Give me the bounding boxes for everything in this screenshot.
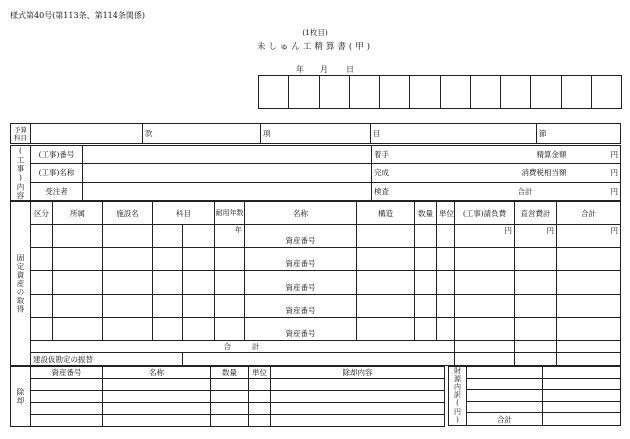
cell[interactable] [515, 294, 557, 317]
sum-label: 合 計 [31, 340, 455, 353]
cell[interactable] [357, 317, 415, 340]
cell[interactable] [271, 391, 445, 403]
asset-no-label: 資産番号 [245, 248, 357, 271]
cell[interactable] [215, 294, 245, 317]
cell[interactable] [249, 403, 271, 415]
removal-col-qty: 数量 [211, 367, 249, 379]
cell[interactable] [455, 294, 515, 317]
cell[interactable] [543, 401, 621, 413]
box-cell[interactable] [349, 76, 379, 109]
cell[interactable] [31, 379, 103, 391]
cell[interactable] [357, 294, 415, 317]
budget-cell[interactable] [31, 124, 143, 144]
sum-total[interactable] [557, 340, 621, 353]
yen-unit: 円 [515, 225, 557, 248]
cell[interactable] [103, 225, 153, 248]
col-qty: 数量 [415, 202, 437, 225]
yen-unit: 円 [569, 164, 621, 182]
yen-unit: 円 [557, 225, 621, 248]
col-shozoku: 所属 [53, 202, 103, 225]
col-total: 合計 [557, 202, 621, 225]
cell[interactable] [543, 378, 621, 390]
cell[interactable] [31, 248, 53, 271]
asset-no-label: 資産番号 [245, 317, 357, 340]
inspect-label: 検査 [372, 182, 482, 200]
cell[interactable] [31, 225, 53, 248]
cell[interactable] [357, 271, 415, 294]
funding-total-value[interactable] [543, 413, 621, 426]
cell[interactable] [53, 294, 103, 317]
budget-table [10, 123, 621, 144]
work-side-label: (工事)内容 [11, 146, 31, 201]
document-title: 未しゅん工精算書(甲) [256, 42, 374, 52]
cell[interactable] [455, 248, 515, 271]
cell[interactable] [211, 403, 249, 415]
number-boxes [258, 75, 622, 109]
removal-side-label: 除却 [11, 367, 31, 427]
cell[interactable] [249, 379, 271, 391]
fixed-asset-table [10, 201, 621, 366]
cell[interactable] [183, 294, 215, 317]
budget-side-label: 予算科目 [11, 124, 31, 144]
cell[interactable] [153, 294, 183, 317]
cell[interactable] [557, 317, 621, 340]
funding-side-label: 財源内訳(円) [449, 367, 467, 426]
cell[interactable] [103, 271, 153, 294]
cell[interactable] [183, 271, 215, 294]
work-name-value[interactable] [83, 164, 372, 182]
cell[interactable] [31, 317, 53, 340]
cell[interactable] [31, 294, 53, 317]
cell[interactable] [415, 225, 437, 248]
asset-no-label: 資産番号 [245, 294, 357, 317]
cell[interactable] [557, 271, 621, 294]
cell[interactable] [437, 225, 455, 248]
sum-contract[interactable] [455, 340, 515, 353]
cell[interactable] [153, 271, 183, 294]
cell[interactable] [183, 317, 215, 340]
cell[interactable] [455, 353, 515, 366]
removal-col-name: 名称 [103, 367, 211, 379]
funding-table [448, 366, 621, 426]
removal-table [10, 366, 445, 427]
cell[interactable] [543, 390, 621, 402]
cell[interactable] [557, 353, 621, 366]
transfer-label: 建設仮勘定の振替 [31, 353, 183, 366]
cell[interactable] [153, 248, 183, 271]
cell[interactable] [53, 248, 103, 271]
col-life: 耐用年数 [215, 202, 245, 225]
cell[interactable] [249, 415, 271, 427]
cell[interactable] [415, 271, 437, 294]
fixed-side-label: 固定資産の取得 [11, 202, 31, 366]
cell[interactable] [467, 378, 543, 390]
cell[interactable] [515, 248, 557, 271]
box-cell[interactable] [259, 76, 289, 109]
asset-no-label: 資産番号 [245, 271, 357, 294]
yen-unit: 円 [569, 182, 621, 200]
cell[interactable] [53, 225, 103, 248]
cell[interactable] [557, 294, 621, 317]
cell[interactable] [211, 379, 249, 391]
col-shisetsu: 施設名 [103, 202, 153, 225]
settle-amount-label: 精算金額 [482, 146, 569, 164]
box-cell[interactable] [380, 76, 410, 109]
start-label: 着手 [372, 146, 482, 164]
box-cell[interactable] [470, 76, 500, 109]
kou-label: 項 [261, 124, 371, 144]
box-cell[interactable] [289, 76, 319, 109]
cell[interactable] [103, 317, 153, 340]
cell[interactable] [357, 248, 415, 271]
cell[interactable] [557, 248, 621, 271]
cell[interactable] [467, 401, 543, 413]
cell[interactable] [31, 271, 53, 294]
cell[interactable] [31, 403, 103, 415]
cell[interactable] [103, 403, 211, 415]
box-cell[interactable] [440, 76, 470, 109]
date-year-label: 年 [296, 65, 304, 74]
removal-col-asset-no: 資産番号 [31, 367, 103, 379]
cell[interactable] [357, 225, 415, 248]
work-total-label: 合計 [482, 182, 569, 200]
cell[interactable] [467, 390, 543, 402]
col-contract: (工事)請負費 [455, 202, 515, 225]
removal-col-content: 除却内容 [271, 367, 445, 379]
col-structure: 構造 [357, 202, 415, 225]
cell[interactable] [103, 294, 153, 317]
setsu-label: 節 [537, 124, 621, 144]
cell[interactable] [415, 248, 437, 271]
cell[interactable] [249, 391, 271, 403]
cell[interactable] [31, 415, 103, 427]
cell[interactable] [103, 391, 211, 403]
work-number-label: (工事)番号 [31, 146, 83, 164]
yen-unit: 円 [455, 225, 515, 248]
work-name-label: (工事)名称 [31, 164, 83, 182]
cell[interactable] [271, 415, 445, 427]
cell[interactable] [183, 225, 215, 248]
box-cell[interactable] [591, 76, 621, 109]
col-kamoku: 科目 [153, 202, 215, 225]
box-cell[interactable] [319, 76, 349, 109]
cell[interactable] [515, 353, 557, 366]
date-month-label: 月 [320, 65, 328, 74]
cell[interactable] [215, 271, 245, 294]
box-cell[interactable] [561, 76, 591, 109]
cell[interactable] [103, 379, 211, 391]
cell[interactable] [53, 317, 103, 340]
moku-label: 目 [371, 124, 537, 144]
cell[interactable] [437, 294, 455, 317]
cell[interactable] [53, 271, 103, 294]
year-unit: 年 [215, 225, 245, 248]
cell[interactable] [103, 415, 211, 427]
cell[interactable] [215, 317, 245, 340]
complete-label: 完成 [372, 164, 482, 182]
cell[interactable] [211, 415, 249, 427]
cell[interactable] [455, 317, 515, 340]
orderer-value[interactable] [83, 182, 372, 200]
box-cell[interactable] [531, 76, 561, 109]
date-day-label: 日 [346, 65, 354, 74]
cell[interactable] [153, 317, 183, 340]
work-number-value[interactable] [83, 146, 372, 164]
cell[interactable] [271, 403, 445, 415]
cell[interactable] [153, 225, 183, 248]
work-table [10, 145, 621, 201]
cell[interactable] [103, 248, 153, 271]
asset-no-label: 資産番号 [245, 225, 357, 248]
orderer-label: 受注者 [31, 182, 83, 200]
cell[interactable] [437, 271, 455, 294]
kan-label: 款 [143, 124, 261, 144]
sum-direct[interactable] [515, 340, 557, 353]
cell[interactable] [415, 294, 437, 317]
removal-col-unit: 単位 [249, 367, 271, 379]
cell[interactable] [211, 391, 249, 403]
cell[interactable] [455, 271, 515, 294]
sheet-number: (1枚目) [302, 28, 328, 37]
cell[interactable] [515, 317, 557, 340]
box-cell[interactable] [410, 76, 440, 109]
col-direct: 直営費計 [515, 202, 557, 225]
funding-total-label: 合計 [467, 413, 543, 426]
cell[interactable] [467, 367, 543, 379]
cell[interactable] [271, 379, 445, 391]
cell[interactable] [437, 317, 455, 340]
cell[interactable] [183, 248, 215, 271]
cell[interactable] [515, 271, 557, 294]
cell[interactable] [215, 248, 245, 271]
col-kubun: 区分 [31, 202, 53, 225]
col-name: 名称 [245, 202, 357, 225]
box-cell[interactable] [501, 76, 531, 109]
cell[interactable] [437, 248, 455, 271]
col-unit: 単位 [437, 202, 455, 225]
tax-label: 消費税相当額 [482, 164, 569, 182]
transfer-cell[interactable] [183, 353, 455, 366]
cell[interactable] [31, 391, 103, 403]
form-number: 様式第40号(第113条、第114条関係) [10, 11, 145, 20]
yen-unit: 円 [569, 146, 621, 164]
cell[interactable] [543, 367, 621, 379]
cell[interactable] [415, 317, 437, 340]
